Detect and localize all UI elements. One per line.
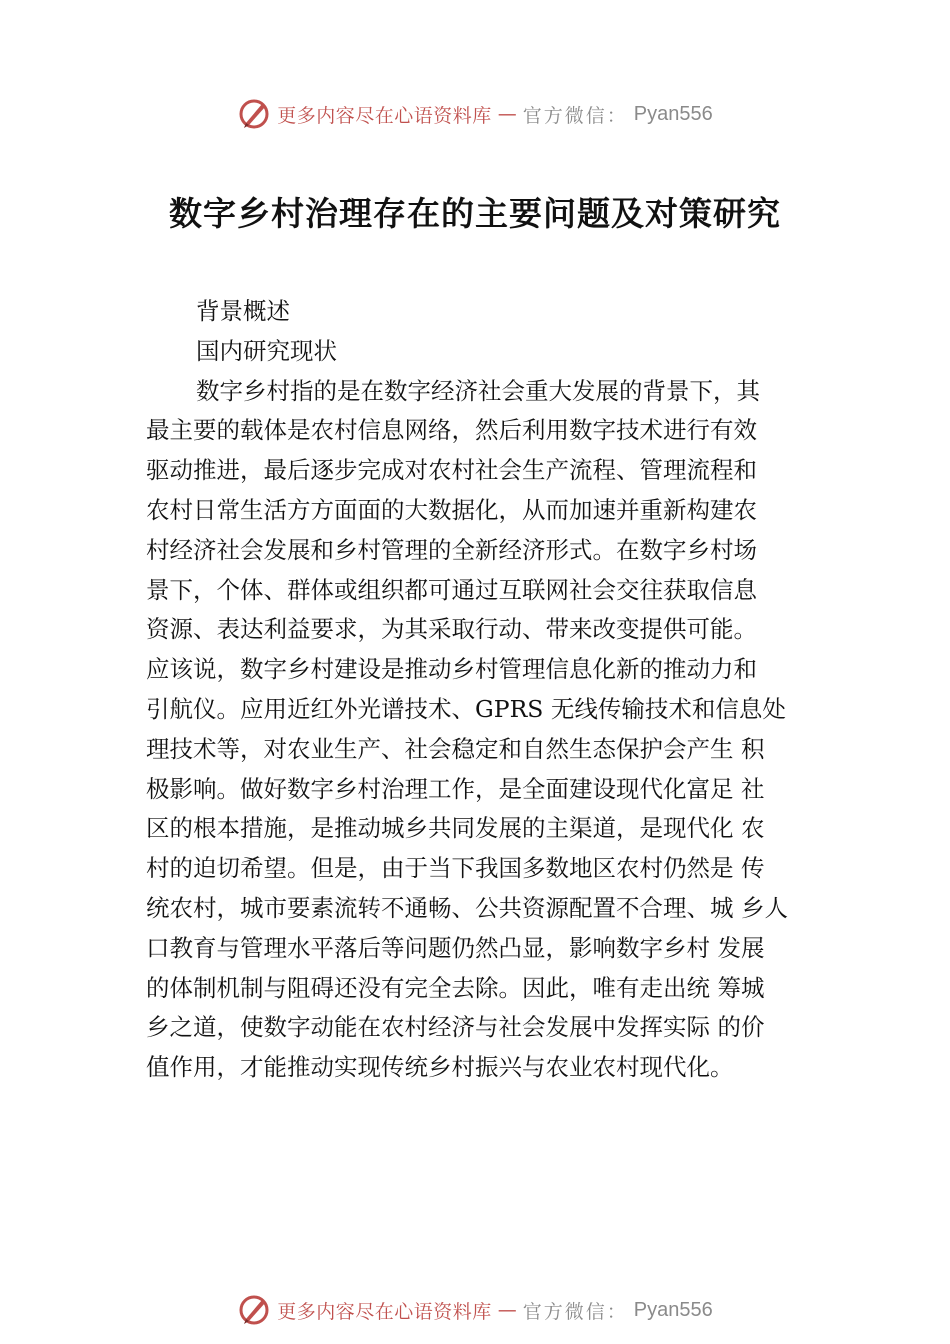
header-watermark [0, 94, 950, 134]
watermark-separator: — [497, 1299, 517, 1321]
paragraph-line: 应该说，数字乡村建设是推动乡村管理信息化新的推动力和 [146, 655, 757, 684]
pen-logo-icon [237, 97, 271, 131]
watermark-text: 更多内容尽在心语资料库 [277, 104, 492, 127]
paragraph-line: 景下，个体、群体或组织都可通过互联网社会交往获取信息 [146, 575, 757, 604]
paragraph-line: 资源、表达利益要求，为其采取行动、带来改变提供可能。 [146, 615, 757, 644]
paragraph-line: 口教育与管理水平落后等问题仍然凸显，影响数字乡村 发展 [146, 933, 765, 962]
watermark-wechat-id: Pyan556 [633, 1298, 713, 1321]
pen-logo-icon [237, 1293, 271, 1327]
paragraph-line: 区的根本措施，是推动城乡共同发展的主渠道，是现代化 农 [146, 814, 765, 843]
watermark-wechat-id: Pyan556 [633, 102, 713, 125]
paragraph-line: 村经济社会发展和乡村管理的全新经济形式。在数字乡村场 [146, 535, 757, 564]
paragraph-line: 最主要的载体是农村信息网络，然后利用数字技术进行有效 [146, 416, 757, 445]
section-heading-research-status: 国内研究现状 [196, 336, 337, 365]
paragraph-line: 值作用，才能推动实现传统乡村振兴与农业农村现代化。 [146, 1053, 734, 1082]
watermark-wechat-label: 官方微信： [522, 1300, 628, 1323]
paragraph-line: 极影响。做好数字乡村治理工作，是全面建设现代化富足 社 [146, 774, 765, 803]
section-heading-background: 背景概述 [196, 297, 290, 325]
watermark-separator: — [497, 103, 517, 125]
paragraph-line: 驱动推进，最后逐步完成对农村社会生产流程、管理流程和 [146, 456, 757, 485]
document-title: 数字乡村治理存在的主要问题及对策研究 [169, 194, 781, 233]
paragraph-line: 理技术等，对农业生产、社会稳定和自然生态保护会产生 积 [146, 734, 765, 763]
paragraph-line: 村的迫切希望。但是，由于当下我国多数地区农村仍然是 传 [146, 854, 765, 883]
paragraph-line: 的体制机制与阻碍还没有完全去除。因此，唯有走出统 筹城 [146, 973, 765, 1002]
footer-watermark [0, 1290, 950, 1330]
watermark-text: 更多内容尽在心语资料库 [277, 1300, 492, 1323]
watermark-wechat-label: 官方微信： [522, 104, 628, 127]
paragraph-line: 引航仪。应用近红外光谱技术、GPRS 无线传输技术和信息处 [146, 694, 786, 723]
paragraph-line: 农村日常生活方方面面的大数据化，从而加速并重新构建农 [146, 495, 757, 524]
document-body [146, 292, 836, 1088]
paragraph-line: 统农村，城市要素流转不通畅、公共资源配置不合理、城 乡人 [146, 893, 788, 922]
paragraph-line: 乡之道，使数字动能在农村经济与社会发展中发挥实际 的价 [146, 1013, 765, 1042]
paragraph-line: 数字乡村指的是在数字经济社会重大发展的背景下，其 [196, 376, 760, 405]
